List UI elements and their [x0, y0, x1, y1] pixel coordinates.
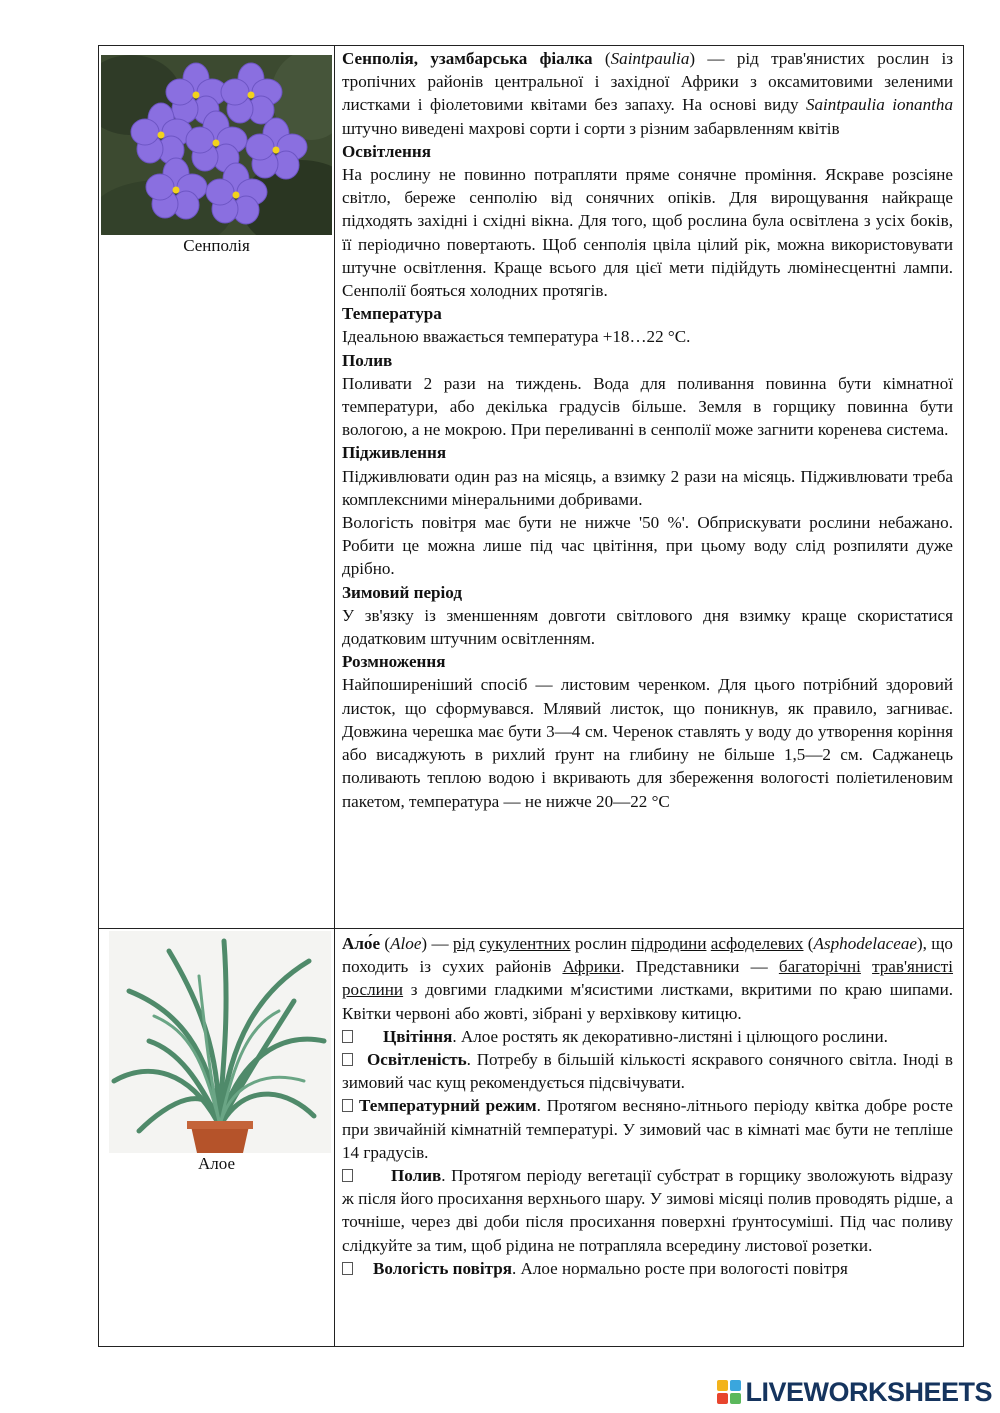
- link-succulent[interactable]: сукулентних: [479, 934, 571, 953]
- bullet-heading: Цвітіння: [383, 1026, 453, 1046]
- bullet-text: . Протягом періоду вегетації субстрат в горщику зволожують відразу ж після його просихання верхнього шару. У зимові місяці полив проводять рідше, а точніше, через дві доби після просихання поверхні ґрунтосуміші. Під час поливу слідкуйте за тим, щоб рідина не потрапляла всередину листової розетки.: [342, 1166, 953, 1255]
- description-cell: [342, 932, 953, 1280]
- bullet-text: . Алое ростять як декоративно-листяні і цілющого рослини.: [452, 1026, 888, 1046]
- checkbox-icon: [342, 1169, 353, 1182]
- section-heading: Підживлення: [342, 443, 447, 463]
- section-heading: Зимовий період: [342, 582, 463, 602]
- bullet-item: [342, 1094, 953, 1164]
- intro-text: ), що походить із сухих районів: [342, 934, 953, 977]
- checkbox-icon: [342, 1099, 353, 1112]
- section-text: У зв'язку із зменшенням довготи світлового дня взимку краще скористатися додатковим штучним освітленням.: [342, 605, 953, 649]
- intro-paragraph: Ало́е (Aloe) — рід сукулентних рослин підродини асфоделевих (Asphodelaceae), що походить із сухих районів Африки. Представники — багаторічні трав'янисті рослини з довгими гладкими м'ясистими листками, вкритими по краю шипами. Квітки червоні або жовті, зібрані у верхівкову китицю.: [342, 934, 954, 1023]
- link-subfamily[interactable]: підродини: [631, 934, 707, 953]
- intro-text: [861, 957, 872, 976]
- section-text: Вологість повітря має бути не нижче '50 %'. Обприскувати рослини небажано. Робити це можна лише під час цвітіння, при цьому воду слід розпиляти дуже дрібно.: [342, 513, 953, 579]
- bullet-item: [342, 1048, 953, 1094]
- section-heading: Розмноження: [342, 652, 446, 672]
- logo-mark-icon: [717, 1380, 742, 1405]
- section-heading: Освітлення: [342, 141, 431, 161]
- checkbox-icon: [342, 1053, 353, 1066]
- image-cell: [99, 46, 334, 928]
- link-genus[interactable]: рід: [452, 934, 475, 953]
- latin-name: Saintpaulia: [610, 49, 690, 68]
- link-africa[interactable]: Африки: [562, 957, 621, 977]
- intro-text: з довгими гладкими м'ясистими листками, вкритими по краю шипами. Квітки червоні або жовті, зібрані у верхівкову китицю.: [342, 980, 953, 1023]
- plant-table: [98, 45, 964, 1347]
- bullet-heading: Полив: [391, 1166, 442, 1186]
- latin-name: Aloe: [390, 934, 422, 953]
- link-asphodel[interactable]: асфоделевих: [710, 934, 804, 953]
- bullet-heading: Освітленість: [367, 1050, 467, 1070]
- intro-text: (: [803, 934, 814, 953]
- latin-species: Saintpaulia ionantha: [805, 95, 953, 115]
- bullet-heading: Вологість повітря: [373, 1258, 512, 1278]
- bullet-text: . Алое нормально росте при вологості повітря: [511, 1258, 848, 1278]
- intro-text: рослин: [570, 934, 632, 953]
- bullet-text: . Потребу в більшій кількості яскравого сонячного світла. Іноді в зимовий час кущ рекомендується підсвічувати.: [342, 1050, 953, 1093]
- table-row-senpolia: [99, 46, 963, 928]
- bullet-item: [342, 1257, 953, 1280]
- section-text: Найпоширеніший спосіб — листовим черенком. Для цього потрібний здоровий листок, що сформувався. Млявий листок, що поникнув, як правило, загниває. Довжина черешка має бути 3—4 см. Черенок ставлять у воду до утворення коріння або висаджують в рихлий ґрунт на глибину не більше 1,5—2 см. Саджанець поливають теплою водою і вкривають для збереження вологості поліетиленовим пакетом, температура — не нижче 20—22 °С: [342, 675, 953, 811]
- intro-text: . Представники —: [620, 957, 779, 977]
- section-heading: Полив: [342, 350, 393, 370]
- checkbox-icon: [342, 1262, 353, 1275]
- description-cell: [342, 47, 953, 813]
- intro-text: — рід трав'янистих рослин із тропічних районів центральної і західної Африки з оксамитовими зеленими листками і фіолетовими квітами без запаху. На основі виду: [342, 49, 954, 115]
- section-heading: Температура: [342, 304, 442, 324]
- section-text: Підживлювати один раз на місяць, а взимку 2 рази на місяць. Підживлювати треба комплексними мінеральними добривами.: [342, 466, 953, 509]
- plant-caption: Сенполія: [183, 236, 250, 255]
- logo-text: LIVEWORKSHEETS: [745, 1376, 992, 1407]
- bullet-item: [342, 1025, 953, 1048]
- aloe-photo: [109, 931, 331, 1153]
- intro-text-end: штучно виведені махрові сорти і сорти з різним забарвленням квітів: [342, 118, 840, 138]
- bullet-text: . Протягом весняно-літнього періоду квітка добре росте при звичайній кімнатній температурі. У зимовий час в кімнаті має бути не тепліше 14 градусів.: [342, 1096, 953, 1162]
- checkbox-icon: [342, 1030, 353, 1043]
- intro-text: —: [431, 934, 453, 953]
- plant-name: Сенполія, узамбарська фіалка: [342, 49, 593, 68]
- bullet-heading: Температурний режим: [359, 1096, 537, 1116]
- section-text: На рослину не повинно потрапляти пряме сонячне проміння. Яскраве розсіяне світло, береже сенполію від сонячних опіків. Для вирощування найкраще підходять західні і східні вікна. Для того, щоб рослина була освітлена з усіх боків, її періодично повертають. Щоб сенполія цвіла цілий рік, можна використовувати штучне освітлення. Краще всього для цієї мети підійдуть люмінесцентні лампи. Сенполії бояться холодних протягів.: [342, 165, 953, 301]
- latin-family: Asphodelaceae: [813, 934, 917, 953]
- section-text: Поливати 2 рази на тиждень. Вода для поливання повинна бути кімнатної температури, або декілька градусів більше. Земля в горщику повинна бути вологою, а не мокрою. При переливанні в сенполії може загнити коренева система.: [342, 373, 953, 440]
- liveworksheets-logo[interactable]: [717, 1376, 992, 1408]
- link-herbaceous[interactable]: трав'янисті рослини: [342, 957, 954, 1000]
- plant-name: Ало́е: [342, 934, 381, 953]
- senpolia-photo: [101, 55, 332, 235]
- image-cell: [99, 929, 334, 1346]
- bullet-item: [342, 1164, 953, 1257]
- table-row-aloe: [99, 929, 963, 1346]
- plant-caption: Алое: [197, 1154, 235, 1173]
- link-perennial[interactable]: багаторічні: [778, 957, 861, 977]
- intro-paragraph: Сенполія, узамбарська фіалка (Saintpaulia) — рід трав'янистих рослин із тропічних районів центральної і західної Африки з оксамитовими зеленими листками і фіолетовими квітами без запаху. На основі виду Saintpaulia ionantha штучно виведені махрові сорти і сорти з різним забарвленням квітів: [342, 49, 954, 138]
- section-text: Ідеальною вважається температура +18…22 °С.: [342, 327, 691, 347]
